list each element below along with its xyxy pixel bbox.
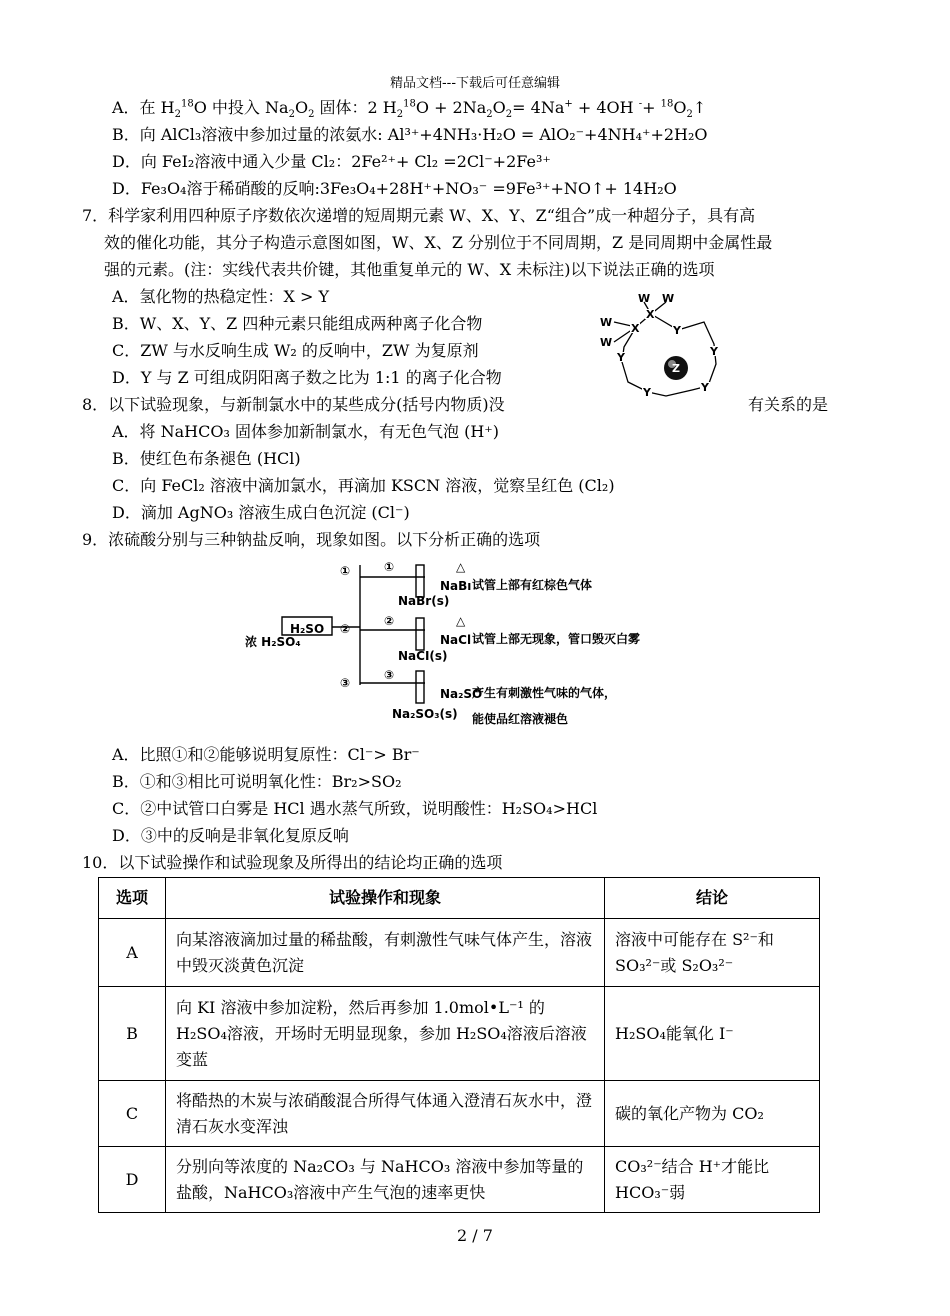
salt-label-3: Na₂SO₃(s) bbox=[392, 707, 458, 721]
q9-option-b: B．①和③相比可说明氧化性：Br₂>SO₂ bbox=[112, 772, 402, 791]
q8-option-a: A．将 NaHCO₃ 固体参加新制氯水，有无色气泡 (H⁺) bbox=[112, 422, 499, 441]
row-operation: 向某溶液滴加过量的稀盐酸，有刺激性气味气体产生，溶液中毁灭淡黄色沉淀 bbox=[166, 919, 605, 987]
tube-label-1: ① bbox=[384, 560, 395, 574]
observation-3b: 能使品红溶液褪色 bbox=[472, 712, 569, 726]
table-row bbox=[99, 1147, 820, 1213]
q7-option-a: A．氢化物的热稳定性：X > Y bbox=[112, 287, 330, 306]
acid-label: 浓 H₂SO₄ bbox=[245, 635, 301, 649]
q7-option-b: B．W、X、Y、Z 四种元素只能组成两种离子化合物 bbox=[112, 314, 483, 333]
row-option: D bbox=[99, 1147, 166, 1213]
q6-option-d: D．Fe₃O₄溶于稀硝酸的反响:3Fe₃O₄+28H⁺+NO₃⁻ =9Fe³⁺+NO↑+ 14H₂O bbox=[112, 179, 677, 198]
q8-option-d: D．滴加 AgNO₃ 溶液生成白色沉淀 (Cl⁻) bbox=[112, 503, 410, 522]
supramolecule-diagram bbox=[596, 292, 736, 407]
col-header-conclusion: 结论 bbox=[605, 878, 820, 919]
salt-side-2: NaCl bbox=[440, 633, 472, 647]
page-header: 精品文档---下载后可任意编辑 bbox=[389, 76, 561, 91]
q10-table bbox=[98, 877, 820, 1213]
tube-number-1: ① bbox=[340, 564, 351, 578]
tube-label-3: ③ bbox=[384, 668, 395, 682]
tube-label-2: ② bbox=[384, 614, 395, 628]
salt-side-3: Na₂SO bbox=[440, 687, 483, 701]
row-conclusion: 溶液中可能存在 S²⁻和 SO₃²⁻或 S₂O₃²⁻ bbox=[605, 919, 820, 987]
mol-y-label: Y bbox=[643, 386, 651, 399]
heat-symbol: △ bbox=[456, 614, 466, 628]
q6-option-b: B．向 AlCl₃溶液中参加过量的浓氨水: Al³⁺+4NH₃·H₂O = AlO₂⁻+4NH₄⁺+2H₂O bbox=[112, 125, 708, 144]
table-row bbox=[99, 1081, 820, 1147]
salt-label-2: NaCI(s) bbox=[398, 649, 448, 663]
mol-y-label: Y bbox=[701, 381, 709, 394]
page-number: 2 / 7 bbox=[457, 1226, 493, 1245]
mol-x-label: X bbox=[646, 308, 655, 321]
row-conclusion: H₂SO₄能氧化 I⁻ bbox=[605, 987, 820, 1081]
row-conclusion: 碳的氧化产物为 CO₂ bbox=[605, 1081, 820, 1147]
q8-stem: 8．以下试验现象，与新制氯水中的某些成分(括号内物质)没 bbox=[82, 395, 505, 414]
row-conclusion: CO₃²⁻结合 H⁺才能比 HCO₃⁻弱 bbox=[605, 1147, 820, 1213]
observation-1: 试管上部有红棕色气体 bbox=[472, 578, 593, 592]
tube-number-2: ② bbox=[340, 622, 351, 636]
mol-w-label: W bbox=[600, 336, 613, 349]
table-row bbox=[99, 919, 820, 987]
mol-w-label: W bbox=[662, 292, 675, 305]
row-operation: 向 KI 溶液中参加淀粉，然后再参加 1.0mol•L⁻¹ 的 H₂SO₄溶液，开场时无明显现象，参加 H₂SO₄溶液后溶液变蓝 bbox=[166, 987, 605, 1081]
row-operation: 分别向等浓度的 Na₂CO₃ 与 NaHCO₃ 溶液中参加等量的盐酸，NaHCO₃溶液中产生气泡的速率更快 bbox=[166, 1147, 605, 1213]
salt-side-1: NaBı bbox=[440, 579, 472, 593]
heat-symbol: △ bbox=[456, 560, 466, 574]
q7-stem-line3: 强的元素。(注：实线代表共价键，其他重复单元的 W、X 未标注)以下说法正确的选项 bbox=[104, 260, 715, 279]
row-option: B bbox=[99, 987, 166, 1081]
row-option: C bbox=[99, 1081, 166, 1147]
q9-option-d: D．③中的反响是非氧化复原反响 bbox=[112, 826, 349, 845]
q8-option-c: C．向 FeCl₂ 溶液中滴加氯水，再滴加 KSCN 溶液，觉察呈红色 (Cl₂) bbox=[112, 476, 615, 495]
q7-option-c: C．ZW 与水反响生成 W₂ 的反响中，ZW 为复原剂 bbox=[112, 341, 479, 360]
mol-z-label: Z bbox=[672, 362, 680, 375]
q8-stem-tail: 有关系的是 bbox=[748, 395, 829, 414]
observation-3a: 产生有刺激性气味的气体， bbox=[472, 686, 617, 700]
row-option: A bbox=[99, 919, 166, 987]
q8-option-b: B．使红色布条褪色 (HCl) bbox=[112, 449, 301, 468]
col-header-option: 选项 bbox=[99, 878, 166, 919]
q7-stem-line2: 效的催化功能，其分子构造示意图如图，W、X、Z 分别位于不同周期，Z 是同周期中金属性最 bbox=[104, 233, 773, 252]
mol-y-label: Y bbox=[673, 324, 681, 337]
q10-stem: 10．以下试验操作和试验现象及所得出的结论均正确的选项 bbox=[82, 853, 503, 872]
acid-bottle-label: H₂SO bbox=[290, 622, 325, 636]
mol-x-label: X bbox=[631, 322, 640, 335]
row-operation: 将酷热的木炭与浓硝酸混合所得气体通入澄清石灰水中，澄清石灰水变浑浊 bbox=[166, 1081, 605, 1147]
q6-option-a: A．在 $H_2^{18}O$ 中投入 $Na_2O_2$ 固体：2 $H_2^{18}O + 2Na_2O_2= 4Na^+ + 4OH$ $^-+ ^{18}O_2↑$ bbox=[112, 98, 707, 121]
observation-2: 试管上部无现象，管口毁灭白雾 bbox=[472, 632, 641, 646]
col-header-operation: 试验操作和现象 bbox=[166, 878, 605, 919]
table-header-row bbox=[99, 878, 820, 919]
q9-option-a: A．比照①和②能够说明复原性：Cl⁻> Br⁻ bbox=[112, 745, 420, 764]
mol-w-label: W bbox=[638, 292, 651, 305]
mol-w-label: W bbox=[600, 316, 613, 329]
tube-number-3: ③ bbox=[340, 676, 351, 690]
salt-label-1: NaBr(s) bbox=[398, 594, 450, 608]
mol-y-label: Y bbox=[617, 351, 625, 364]
table-row bbox=[99, 987, 820, 1081]
q7-option-d: D．Y 与 Z 可组成阴阳离子数之比为 1:1 的离子化合物 bbox=[112, 368, 502, 387]
q9-option-c: C．②中试管口白雾是 HCl 遇水蒸气所致，说明酸性：H₂SO₄>HCl bbox=[112, 799, 598, 818]
q7-stem-line1: 7．科学家利用四种原子序数依次递增的短周期元素 W、X、Y、Z“组合”成一种超分子，具有高 bbox=[82, 206, 756, 225]
reaction-apparatus-diagram bbox=[240, 555, 700, 730]
q9-stem: 9．浓硫酸分别与三种钠盐反响，现象如图。以下分析正确的选项 bbox=[82, 530, 541, 549]
mol-y-label: Y bbox=[710, 345, 718, 358]
q6-option-c: D．向 FeI₂溶液中通入少量 Cl₂：2Fe²⁺+ Cl₂ =2Cl⁻+2Fe³⁺ bbox=[112, 152, 551, 171]
